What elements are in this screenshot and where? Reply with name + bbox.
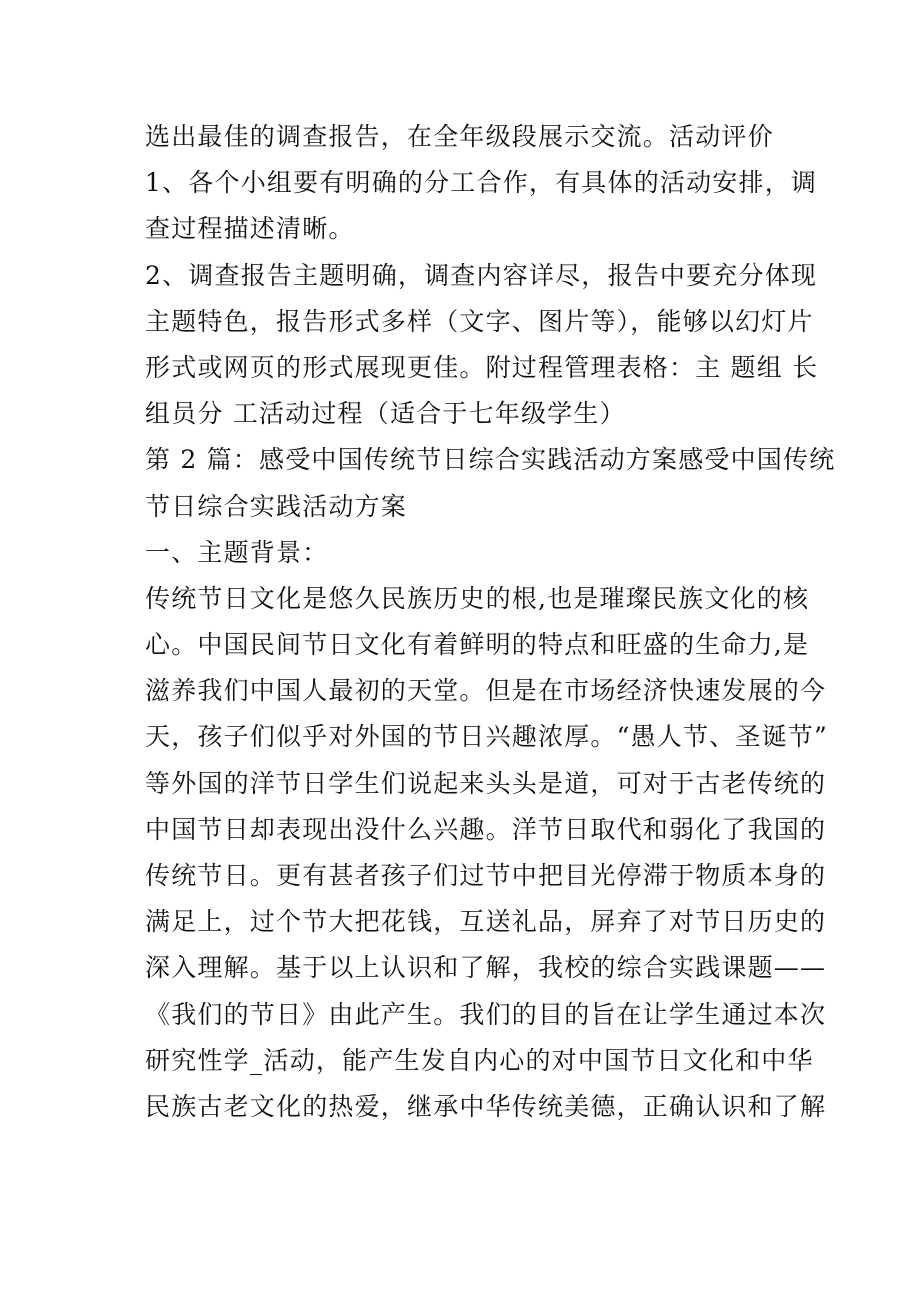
document-body [145,114,836,1130]
text-line: 民族古老文化的热爱，继承中华传统美德，正确认识和了解 [145,1091,827,1121]
text-line: 传统节日文化是悠久民族历史的根,也是璀璨民族文化的核 [145,583,810,613]
text-line: 中国节日却表现出没什么兴趣。洋节日取代和弱化了我国的 [145,814,827,844]
text-line: 深入理解。基于以上认识和了解，我校的综合实践课题—— [145,953,827,983]
text-line: 心。中国民间节日文化有着鲜明的特点和旺盛的生命力,是 [145,630,810,660]
text-line: 查过程描述清晰。 [145,214,355,244]
text-line: 滋养我们中国人最初的天堂。但是在市场经济快速发展的今 [145,676,827,706]
text-line: 研究性学_活动，能产生发自内心的对中国节日文化和中华 [145,1045,814,1075]
subheading-line: 一、主题背景： [145,537,329,567]
section-heading-line: 节日综合实践活动方案 [145,491,408,521]
text-line: 主题特色，报告形式多样（文字、图片等），能够以幻灯片 [145,306,814,336]
text-line: 选出最佳的调查报告，在全年级段展示交流。活动评价 [145,122,774,151]
text-line: 《我们的节日》由此产生。我们的目的旨在让学生通过本次 [145,999,827,1029]
text-line: 组员分 工活动过程（适合于七年级学生） [145,399,626,429]
text-line: 1、各个小组要有明确的分工合作，有具体的活动安排，调 [145,168,818,198]
text-line: 2、调查报告主题明确，调查内容详尽，报告中要充分体现 [145,260,818,290]
text-line: 形式或网页的形式展现更佳。附过程管理表格：主 题组 长 [145,352,819,382]
section-heading-line: 第 2 篇：感受中国传统节日综合实践活动方案感受中国传统 [145,445,836,475]
text-line: 天，孩子们似乎对外国的节日兴趣浓厚。“愚人节、圣诞节” [145,722,828,752]
text-line: 传统节日。更有甚者孩子们过节中把目光停滞于物质本身的 [145,861,827,890]
text-line: 等外国的洋节日学生们说起来头头是道，可对于古老传统的 [145,768,827,798]
text-line: 满足上，过个节大把花钱，互送礼品，屏弃了对节日历史的 [145,907,827,937]
